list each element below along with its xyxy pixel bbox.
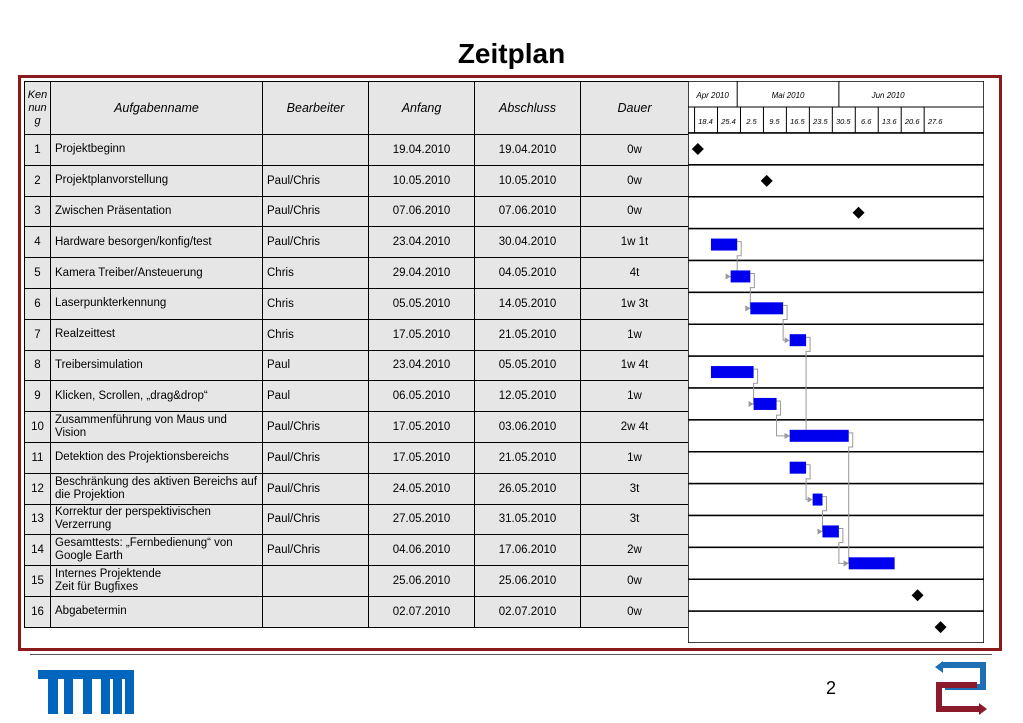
owner: Chris	[263, 288, 369, 319]
duration: 3t	[581, 473, 689, 504]
duration: 4t	[581, 258, 689, 289]
owner: Paul/Chris	[263, 165, 369, 196]
task-name: Gesamttests: „Fernbedienung“ von Google Earth	[51, 535, 263, 566]
task-bar	[813, 494, 823, 506]
table-row	[25, 227, 689, 258]
schedule-table	[24, 81, 984, 643]
start-date: 06.05.2010	[369, 381, 475, 412]
header-owner: Bearbeiter	[263, 82, 369, 135]
gantt-row	[688, 324, 984, 356]
table-row	[25, 196, 689, 227]
table-row	[25, 319, 689, 350]
owner: Paul/Chris	[263, 535, 369, 566]
week-label: 16.5	[790, 117, 805, 126]
row-id: 2	[25, 165, 51, 196]
duration: 1w	[581, 442, 689, 473]
start-date: 23.04.2010	[369, 227, 475, 258]
gantt-row	[688, 547, 984, 579]
start-date: 10.05.2010	[369, 165, 475, 196]
table-row	[25, 412, 689, 443]
start-date: 07.06.2010	[369, 196, 475, 227]
task-bar	[849, 557, 895, 569]
page-number: 2	[826, 678, 837, 698]
gantt-row	[688, 452, 984, 484]
owner: Paul/Chris	[263, 227, 369, 258]
table-row	[25, 135, 689, 166]
week-label: 13.6	[881, 117, 897, 126]
footer-divider	[30, 654, 992, 655]
month-label: Jun 2010	[871, 91, 905, 100]
task-name: Realzeittest	[51, 319, 263, 350]
end-date: 30.04.2010	[475, 227, 581, 258]
duration: 0w	[581, 165, 689, 196]
row-id: 3	[25, 196, 51, 227]
row-id: 13	[25, 504, 51, 535]
gantt-row	[688, 197, 984, 229]
task-bar	[750, 302, 783, 314]
week-label: 9.5	[769, 117, 780, 126]
start-date: 19.04.2010	[369, 135, 475, 166]
owner	[263, 596, 369, 627]
task-name: Laserpunkterkennung	[51, 288, 263, 319]
task-name: Abgabetermin	[51, 596, 263, 627]
owner: Paul/Chris	[263, 412, 369, 443]
end-date: 10.05.2010	[475, 165, 581, 196]
gantt-row	[688, 133, 984, 165]
task-name: Zwischen Präsentation	[51, 196, 263, 227]
tum-logo	[38, 670, 134, 714]
row-id: 14	[25, 535, 51, 566]
end-date: 07.06.2010	[475, 196, 581, 227]
start-date: 25.06.2010	[369, 566, 475, 597]
owner	[263, 566, 369, 597]
table-row	[25, 165, 689, 196]
row-id: 5	[25, 258, 51, 289]
row-id: 15	[25, 566, 51, 597]
end-date: 03.06.2010	[475, 412, 581, 443]
start-date: 05.05.2010	[369, 288, 475, 319]
gantt-row	[688, 579, 984, 611]
start-date: 23.04.2010	[369, 350, 475, 381]
end-date: 31.05.2010	[475, 504, 581, 535]
header-start: Anfang	[369, 82, 475, 135]
task-bar	[790, 462, 806, 474]
arrows-logo-icon	[933, 657, 989, 717]
gantt-row	[688, 388, 984, 420]
duration: 3t	[581, 504, 689, 535]
end-date: 02.07.2010	[475, 596, 581, 627]
week-label: 2.5	[746, 117, 757, 126]
start-date: 04.06.2010	[369, 535, 475, 566]
end-date: 04.05.2010	[475, 258, 581, 289]
owner: Paul	[263, 381, 369, 412]
task-bar	[711, 366, 754, 378]
task-name: Zusammenführung von Maus und Vision	[51, 412, 263, 443]
row-id: 4	[25, 227, 51, 258]
end-date: 12.05.2010	[475, 381, 581, 412]
page-title: Zeitplan	[457, 38, 566, 69]
end-date: 17.06.2010	[475, 535, 581, 566]
task-bar	[711, 239, 737, 251]
start-date: 02.07.2010	[369, 596, 475, 627]
table-row	[25, 350, 689, 381]
duration: 1w 4t	[581, 350, 689, 381]
task-grid	[24, 81, 689, 628]
duration: 0w	[581, 566, 689, 597]
task-bar	[790, 334, 806, 346]
duration: 2w	[581, 535, 689, 566]
end-date: 21.05.2010	[475, 442, 581, 473]
duration: 0w	[581, 596, 689, 627]
task-name: Klicken, Scrollen, „drag&drop“	[51, 381, 263, 412]
start-date: 24.05.2010	[369, 473, 475, 504]
start-date: 17.05.2010	[369, 319, 475, 350]
row-id: 6	[25, 288, 51, 319]
task-name: Projektbeginn	[51, 135, 263, 166]
row-id: 1	[25, 135, 51, 166]
start-date: 27.05.2010	[369, 504, 475, 535]
owner: Paul/Chris	[263, 473, 369, 504]
table-row	[25, 504, 689, 535]
task-name: Internes Projektende Zeit für Bugfixes	[51, 566, 263, 597]
gantt-row	[688, 165, 984, 197]
owner: Paul	[263, 350, 369, 381]
week-label: 25.4	[721, 117, 736, 126]
table-row	[25, 381, 689, 412]
month-label: Mai 2010	[771, 91, 805, 100]
end-date: 21.05.2010	[475, 319, 581, 350]
owner: Paul/Chris	[263, 504, 369, 535]
table-row	[25, 288, 689, 319]
row-id: 12	[25, 473, 51, 504]
week-label: 27.6	[927, 117, 943, 126]
table-row	[25, 442, 689, 473]
header-duration: Dauer	[581, 82, 689, 135]
header-end: Abschluss	[475, 82, 581, 135]
task-bar	[822, 525, 838, 537]
start-date: 17.05.2010	[369, 442, 475, 473]
row-id: 11	[25, 442, 51, 473]
start-date: 17.05.2010	[369, 412, 475, 443]
owner	[263, 135, 369, 166]
end-date: 05.05.2010	[475, 350, 581, 381]
start-date: 29.04.2010	[369, 258, 475, 289]
week-label: 18.4	[698, 117, 713, 126]
week-label: 23.5	[813, 117, 828, 126]
task-bar	[790, 430, 849, 442]
duration: 1w	[581, 381, 689, 412]
duration: 2w 4t	[581, 412, 689, 443]
gantt-row	[688, 484, 984, 516]
week-label: 6.6	[861, 117, 872, 126]
end-date: 14.05.2010	[475, 288, 581, 319]
duration: 1w 3t	[581, 288, 689, 319]
owner: Chris	[263, 319, 369, 350]
task-name: Beschränkung des aktiven Bereichs auf die Projektion	[51, 473, 263, 504]
duration: 0w	[581, 196, 689, 227]
duration: 0w	[581, 135, 689, 166]
table-row	[25, 473, 689, 504]
table-row	[25, 535, 689, 566]
duration: 1w 1t	[581, 227, 689, 258]
table-row	[25, 566, 689, 597]
task-name: Detektion des Projektionsbereichs	[51, 442, 263, 473]
task-name: Hardware besorgen/konfig/test	[51, 227, 263, 258]
row-id: 9	[25, 381, 51, 412]
end-date: 19.04.2010	[475, 135, 581, 166]
task-name: Kamera Treiber/Ansteuerung	[51, 258, 263, 289]
end-date: 25.06.2010	[475, 566, 581, 597]
task-bar	[754, 398, 777, 410]
table-row	[25, 596, 689, 627]
month-label: Apr 2010	[696, 91, 729, 100]
gantt-chart	[688, 81, 984, 643]
header-id: Ken nun g	[25, 82, 51, 135]
week-label: 30.5	[836, 117, 851, 126]
end-date: 26.05.2010	[475, 473, 581, 504]
owner: Paul/Chris	[263, 196, 369, 227]
task-name: Korrektur der perspektivischen Verzerrung	[51, 504, 263, 535]
week-label: 20.6	[904, 117, 920, 126]
row-id: 10	[25, 412, 51, 443]
task-name: Treibersimulation	[51, 350, 263, 381]
duration: 1w	[581, 319, 689, 350]
task-name: Projektplanvorstellung	[51, 165, 263, 196]
task-bar	[731, 270, 751, 282]
owner: Paul/Chris	[263, 442, 369, 473]
gantt-row	[688, 292, 984, 324]
row-id: 16	[25, 596, 51, 627]
row-id: 8	[25, 350, 51, 381]
table-row	[25, 258, 689, 289]
row-id: 7	[25, 319, 51, 350]
header-task: Aufgabenname	[51, 82, 263, 135]
owner: Chris	[263, 258, 369, 289]
